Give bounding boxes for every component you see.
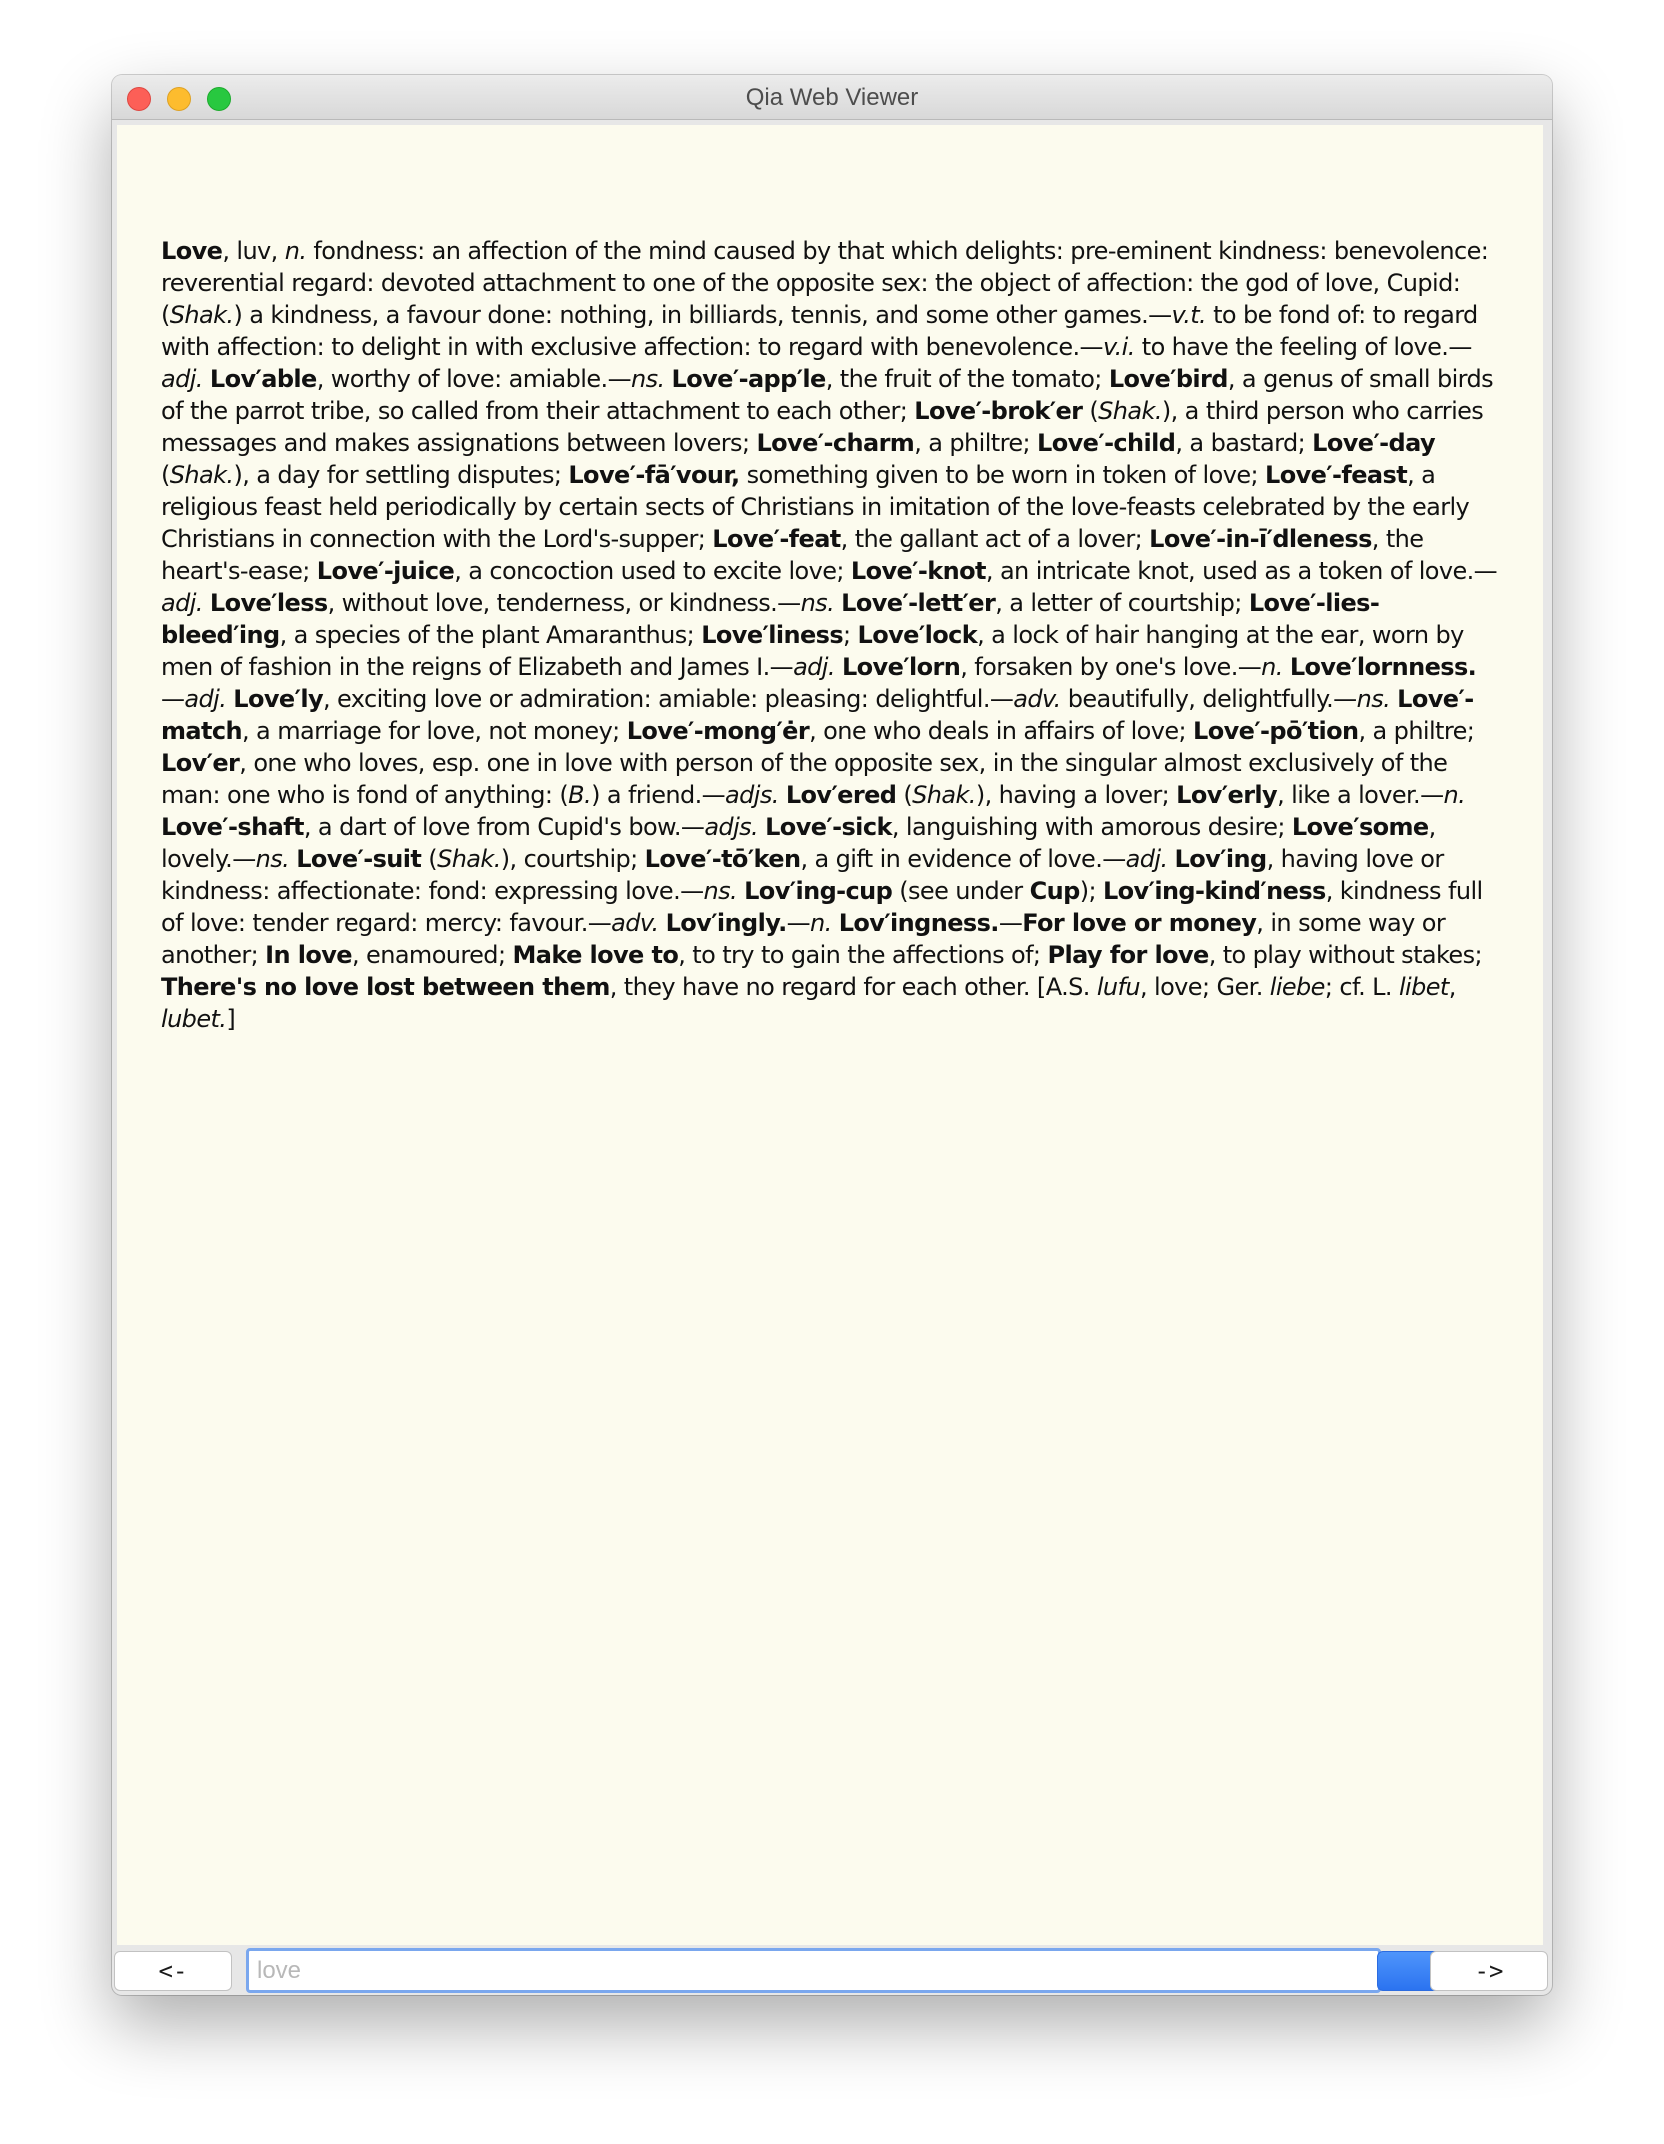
entry-text: , a concoction used to excite love; <box>454 557 851 585</box>
headword: Love′lorn <box>841 653 961 681</box>
entry-text: — <box>161 685 185 713</box>
window-title: Qia Web Viewer <box>745 84 919 111</box>
entry-text: , a philtre; <box>1358 717 1475 745</box>
entry-text: , enamoured; <box>351 941 513 969</box>
app-window <box>112 75 1552 1995</box>
entry-text: , the fruit of the tomato; <box>825 365 1109 393</box>
headword: Love′bird <box>1108 365 1228 393</box>
minimize-window-button[interactable] <box>167 87 191 111</box>
bottom-toolbar <box>112 1947 1552 1995</box>
italic-term: adj. <box>161 589 203 617</box>
entry-text: to have the feeling of love.— <box>1134 333 1472 361</box>
headword: Lov′ing-kind′ness <box>1102 877 1326 905</box>
italic-term: ns. <box>800 589 835 617</box>
headword: Lov′ing <box>1174 845 1267 873</box>
entry-text <box>203 365 210 393</box>
entry-text: , to try to gain the affections of; <box>678 941 1048 969</box>
entry-text: ( <box>161 461 170 489</box>
italic-term: lubet. <box>161 1005 227 1033</box>
entry-text <box>1283 653 1290 681</box>
entry-text: ); <box>1079 877 1103 905</box>
headword: For love or money <box>1022 909 1257 937</box>
entry-text: ), a third person who carries messages and makes assignations between lovers; <box>161 397 1484 457</box>
entry-text: — <box>786 909 811 937</box>
headword: Love′-lies-bleed′ing <box>161 589 1380 649</box>
headword: Love′-sick <box>765 813 892 841</box>
italic-term: liebe <box>1269 973 1325 1001</box>
italic-term: n. <box>284 237 307 265</box>
entry-text: , a letter of courtship; <box>995 589 1249 617</box>
entry-text: , a genus of small birds of the parrot tribe, so called from their attachment to each other; <box>161 365 1494 425</box>
headword: Love′-feast <box>1265 461 1408 489</box>
headword: Lov′er <box>161 749 240 777</box>
italic-term: n. <box>1261 653 1283 681</box>
headword: Love′some <box>1291 813 1429 841</box>
italic-term: Shak. <box>169 461 234 489</box>
entry-text: to be fond of: to regard with affection: to delight in with exclusive affection: to regard with benevolence.— <box>161 301 1478 361</box>
italic-term: v.i. <box>1102 333 1135 361</box>
headword: Love′-app′le <box>671 365 826 393</box>
entry-text: , luv, <box>222 237 285 265</box>
entry-text: ), a day for settling disputes; <box>233 461 569 489</box>
italic-term: adj. <box>184 685 227 713</box>
entry-text <box>832 909 839 937</box>
entry-text: ; <box>843 621 858 649</box>
italic-term: Shak. <box>1098 397 1162 425</box>
entry-text: ( <box>421 845 438 873</box>
headword: Lov′ered <box>785 781 897 809</box>
entry-text: , a dart of love from Cupid's bow.— <box>303 813 705 841</box>
italic-term: adjs. <box>704 813 759 841</box>
entry-text: , a marriage for love, not money; <box>242 717 627 745</box>
headword: Love′liness <box>701 621 844 649</box>
italic-term: v.t. <box>1171 301 1207 329</box>
entry-text: something given to be worn in token of love; <box>739 461 1265 489</box>
headword: Lov′ingness. <box>838 909 999 937</box>
headword: Love <box>161 237 223 265</box>
entry-text: — <box>998 909 1023 937</box>
headword: Make love to <box>512 941 679 969</box>
entry-text <box>835 653 842 681</box>
italic-term: adj. <box>1125 845 1168 873</box>
entry-text: ) a kindness, a favour done: nothing, in billiards, tennis, and some other games.— <box>233 301 1172 329</box>
web-content-area[interactable] <box>117 125 1543 1945</box>
italic-term: adjs. <box>725 781 779 809</box>
headword: Love′-knot <box>850 557 986 585</box>
headword: Love′-brok′er <box>914 397 1083 425</box>
entry-text: , the heart's-ease; <box>161 525 1424 585</box>
italic-term: Shak. <box>437 845 501 873</box>
headword: Love′-feat <box>712 525 841 553</box>
entry-text: , <box>1448 973 1456 1001</box>
title-bar[interactable] <box>112 75 1552 120</box>
headword: Love′ly <box>233 685 323 713</box>
italic-term: adv. <box>611 909 659 937</box>
headword: Love′-charm <box>756 429 915 457</box>
italic-term: B. <box>568 781 592 809</box>
italic-term: libet <box>1398 973 1449 1001</box>
entry-text: , a lock of hair hanging at the ear, worn by men of fashion in the reigns of Elizabeth and James I.— <box>161 621 1464 681</box>
headword: Love′-child <box>1037 429 1176 457</box>
italic-term: ns. <box>1356 685 1391 713</box>
dictionary-entry <box>161 235 1499 1035</box>
headword: Lov′ingly. <box>665 909 787 937</box>
italic-term: n. <box>1443 781 1466 809</box>
italic-term: adv. <box>1013 685 1061 713</box>
entry-text: , to play without stakes; <box>1208 941 1482 969</box>
entry-text: ), having a lover; <box>975 781 1177 809</box>
headword: Love′-tō′ken <box>644 845 801 873</box>
headword: Love′-day <box>1312 429 1436 457</box>
close-window-button[interactable] <box>127 87 151 111</box>
italic-term: n. <box>810 909 832 937</box>
entry-text: beautifully, delightfully.— <box>1060 685 1357 713</box>
headword: Love′-suit <box>296 845 422 873</box>
entry-text: , one who loves, esp. one in love with person of the opposite sex, in the singular almost exclusively of the man: one who is fond of anything: ( <box>161 749 1448 809</box>
entry-text: , a species of the plant Amaranthus; <box>279 621 702 649</box>
entry-text: ( <box>1082 397 1099 425</box>
entry-text <box>665 365 672 393</box>
entry-text: , without love, tenderness, or kindness.— <box>327 589 801 617</box>
entry-text: fondness: an affection of the mind caused by that which delights: pre-eminent kindness: benevolence: reverential regard: devoted attachment to one of the opposite sex: the object of affection: the god of love, Cupid: ( <box>161 237 1489 329</box>
headword: There's no love lost between them <box>161 973 610 1001</box>
entry-text <box>779 781 786 809</box>
headword: Love′-juice <box>316 557 455 585</box>
entry-text: , kindness full of love: tender regard: mercy: favour.— <box>161 877 1483 937</box>
italic-term: Shak. <box>912 781 976 809</box>
headword: Love′-pō′tion <box>1193 717 1359 745</box>
entry-text: , worthy of love: amiable.— <box>316 365 631 393</box>
zoom-window-button[interactable] <box>207 87 231 111</box>
entry-text: , like a lover.— <box>1277 781 1444 809</box>
entry-text <box>659 909 666 937</box>
headword: Lov′able <box>209 365 317 393</box>
entry-text: , a religious feast held periodically by certain sects of Christians in imitation of the love-feasts celebrated by the early Christians in connection with the Lord's-supper; <box>161 461 1470 553</box>
italic-term: lufu <box>1096 973 1140 1001</box>
back-button[interactable]: <- <box>114 1951 232 1991</box>
entry-text <box>1168 845 1175 873</box>
italic-term: adj. <box>161 365 203 393</box>
italic-term: ns. <box>703 877 738 905</box>
entry-text: (see under <box>892 877 1030 905</box>
headword: Love′-lett′er <box>841 589 996 617</box>
headword: Love′less <box>209 589 328 617</box>
headword: In love <box>265 941 352 969</box>
headword: Love′-fā′vour, <box>568 461 740 489</box>
headword: Play for love <box>1047 941 1209 969</box>
entry-text: , the gallant act of a lover; <box>840 525 1150 553</box>
entry-text: , a philtre; <box>914 429 1038 457</box>
headword: Love′lock <box>857 621 978 649</box>
entry-text: , lovely.— <box>161 813 1436 873</box>
search-input[interactable] <box>246 1948 1381 1993</box>
entry-text: , exciting love or admiration: amiable: pleasing: delightful.— <box>322 685 1014 713</box>
entry-text: , a gift in evidence of love.— <box>800 845 1126 873</box>
headword: Love′-match <box>161 685 1474 745</box>
entry-text: , languishing with amorous desire; <box>891 813 1292 841</box>
entry-text: , a bastard; <box>1175 429 1313 457</box>
entry-text: ) a friend.— <box>591 781 726 809</box>
italic-term: adj. <box>793 653 835 681</box>
entry-text: ), courtship; <box>500 845 645 873</box>
forward-button[interactable]: -> <box>1430 1951 1548 1991</box>
headword: Lov′erly <box>1176 781 1278 809</box>
headword: Lov′ing-cup <box>744 877 893 905</box>
entry-text: , one who deals in affairs of love; <box>809 717 1194 745</box>
headword: Love′-mong′ėr <box>626 717 810 745</box>
entry-text: , forsaken by one's love.— <box>960 653 1262 681</box>
headword: Love′-shaft <box>161 813 304 841</box>
entry-text: , an intricate knot, used as a token of love.— <box>985 557 1498 585</box>
headword: Love′lornness. <box>1289 653 1477 681</box>
italic-term: ns. <box>630 365 665 393</box>
entry-text: ( <box>896 781 913 809</box>
entry-text: ; cf. L. <box>1324 973 1399 1001</box>
entry-text: , love; Ger. <box>1139 973 1270 1001</box>
entry-text: , having love or kindness: affectionate: fond: expressing love.— <box>161 845 1444 905</box>
italic-term: Shak. <box>169 301 234 329</box>
entry-text: , in some way or another; <box>161 909 1446 969</box>
entry-text: ] <box>226 1005 236 1033</box>
entry-text: , they have no regard for each other. [A.S. <box>609 973 1097 1001</box>
italic-term: ns. <box>255 845 290 873</box>
entry-text <box>203 589 210 617</box>
headword: Cup <box>1029 877 1080 905</box>
headword: Love′-in-ī′dleness <box>1149 525 1372 553</box>
